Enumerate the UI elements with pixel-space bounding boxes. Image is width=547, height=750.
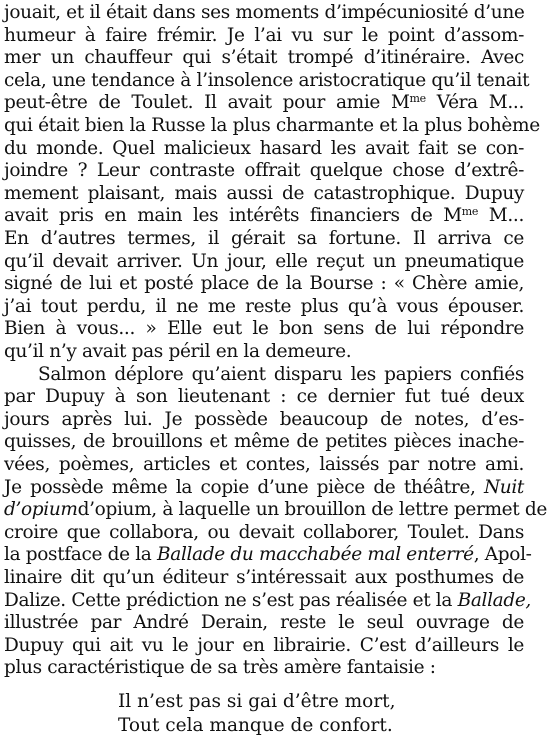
line-text: peut-être de Toulet. Il avait pour amie M (4, 92, 410, 114)
text-line-25 (4, 544, 532, 567)
line-text: Dupuy qui ait vu le jour en librairie. C’est d’ailleurs le (4, 634, 524, 656)
line-text: jours après lui. Je possède beaucoup de notes, d’es- (4, 408, 524, 430)
line-text: humeur à faire frémir. Je l’ai vu sur le point d’assom- (4, 24, 524, 46)
italic-title: Ballade, (457, 589, 531, 611)
line-text: Je possède même la copie d’une pièce de théâtre, (4, 476, 476, 498)
line-text: j’ai tout perdu, il ne me reste plus qu’à vous épouser. (4, 295, 524, 317)
text-line-15 (4, 318, 524, 341)
line-text: mer un chauffeur qui s’était trompé d’itinéraire. Avec (4, 47, 524, 69)
text-line-27 (4, 589, 531, 613)
line-text: la postface de la (4, 544, 152, 566)
line-text-tail: , Apol- (473, 544, 532, 566)
text-line-30 (4, 657, 524, 680)
line-text: Bien à vous... » Elle eut le bon sens de lui répondre (4, 318, 524, 340)
text-line-12 (4, 251, 524, 274)
text-line-2 (4, 25, 524, 48)
text-line-9 (4, 183, 524, 206)
italic-title-fragment: Nuit (483, 476, 525, 498)
line-text: joindre ? Leur contraste offrait quelque chose d’extrê- (4, 160, 524, 182)
text-line-18 (4, 386, 524, 409)
text-line-23 (4, 499, 547, 522)
text-line-29 (4, 635, 524, 658)
line-text: qu’il n’y avait pas péril en la demeure. (4, 341, 352, 362)
line-text: signé de lui et posté place de la Bourse : « Chère amie, (4, 273, 524, 295)
italic-title: Ballade du macchabée mal enterré (157, 544, 474, 566)
superscript-me: me (461, 205, 479, 219)
line-text: quisses, de brouillons et même de petites pièces inache- (4, 431, 524, 453)
text-line-17 (38, 364, 524, 387)
text-line-1 (4, 2, 524, 25)
text-line-11 (4, 228, 524, 251)
line-text-tail: M... (478, 205, 524, 227)
italic-title-fragment: d’opium (4, 499, 78, 521)
text-line-19 (4, 409, 524, 432)
line-text: jouait, et il était dans ses moments d’impécuniosité d’une (4, 2, 525, 23)
line-text: croire que collabora, ou devait collaborer, Toulet. Dans (4, 521, 524, 543)
line-text: qui était bien la Russe la plus charmante et la plus bohème (4, 115, 540, 136)
verse-line-2: Tout cela manque de confort. (118, 715, 393, 736)
text-line-13 (4, 273, 524, 296)
line-text: illustrée par André Derain, reste le seul ouvrage de (4, 612, 524, 634)
text-line-20 (4, 431, 524, 454)
line-text: d’opium, à laquelle un brouillon de lettre permet de (77, 499, 547, 521)
text-line-5 (4, 92, 524, 115)
line-text: par Dupuy à son lieutenant : ce dernier fut tué deux (4, 386, 524, 408)
superscript-me: me (409, 92, 426, 106)
line-text: Salmon déplore qu’aient disparu les papiers confiés (38, 363, 524, 385)
line-text: du monde. Quel malicieux hasard les avait fait se con- (4, 137, 524, 159)
text-line-14 (4, 296, 524, 319)
line-text-tail: Véra M... (425, 92, 524, 114)
line-text: qu’il devait arriver. Un jour, elle reçut un pneumatique (4, 250, 524, 272)
line-text: En d’autres termes, il gérait sa fortune. Il arriva ce (4, 228, 524, 249)
line-text: mement plaisant, mais aussi de catastrophique. Dupuy (4, 182, 524, 204)
line-text: plus caractéristique de sa très amère fantaisie : (4, 657, 436, 679)
text-line-16 (4, 341, 524, 364)
line-text: Dalize. Cette prédiction ne s’est pas réalisée et la (4, 589, 453, 611)
verse-line-1: Il n’est pas si gai d’être mort, (118, 691, 396, 712)
line-text: vées, poèmes, articles et contes, laissés par notre ami. (4, 454, 524, 475)
text-line-24 (4, 522, 524, 545)
text-line-22 (4, 477, 524, 500)
line-text: cela, une tendance à l’insolence aristocratique qu’il tenait (4, 69, 530, 91)
text-line-8 (4, 160, 524, 183)
text-line-28 (4, 612, 524, 635)
text-line-26 (4, 567, 524, 590)
line-text: linaire dit qu’un éditeur s’intéressait aux posthumes de (4, 567, 524, 588)
text-line-3 (4, 47, 524, 70)
text-line-6 (4, 115, 540, 138)
line-text: avait pris en main les intérêts financiers de M (4, 205, 462, 227)
text-line-21 (4, 454, 524, 477)
text-line-10 (4, 205, 524, 228)
text-line-4 (4, 69, 530, 93)
text-line-7 (4, 138, 524, 161)
